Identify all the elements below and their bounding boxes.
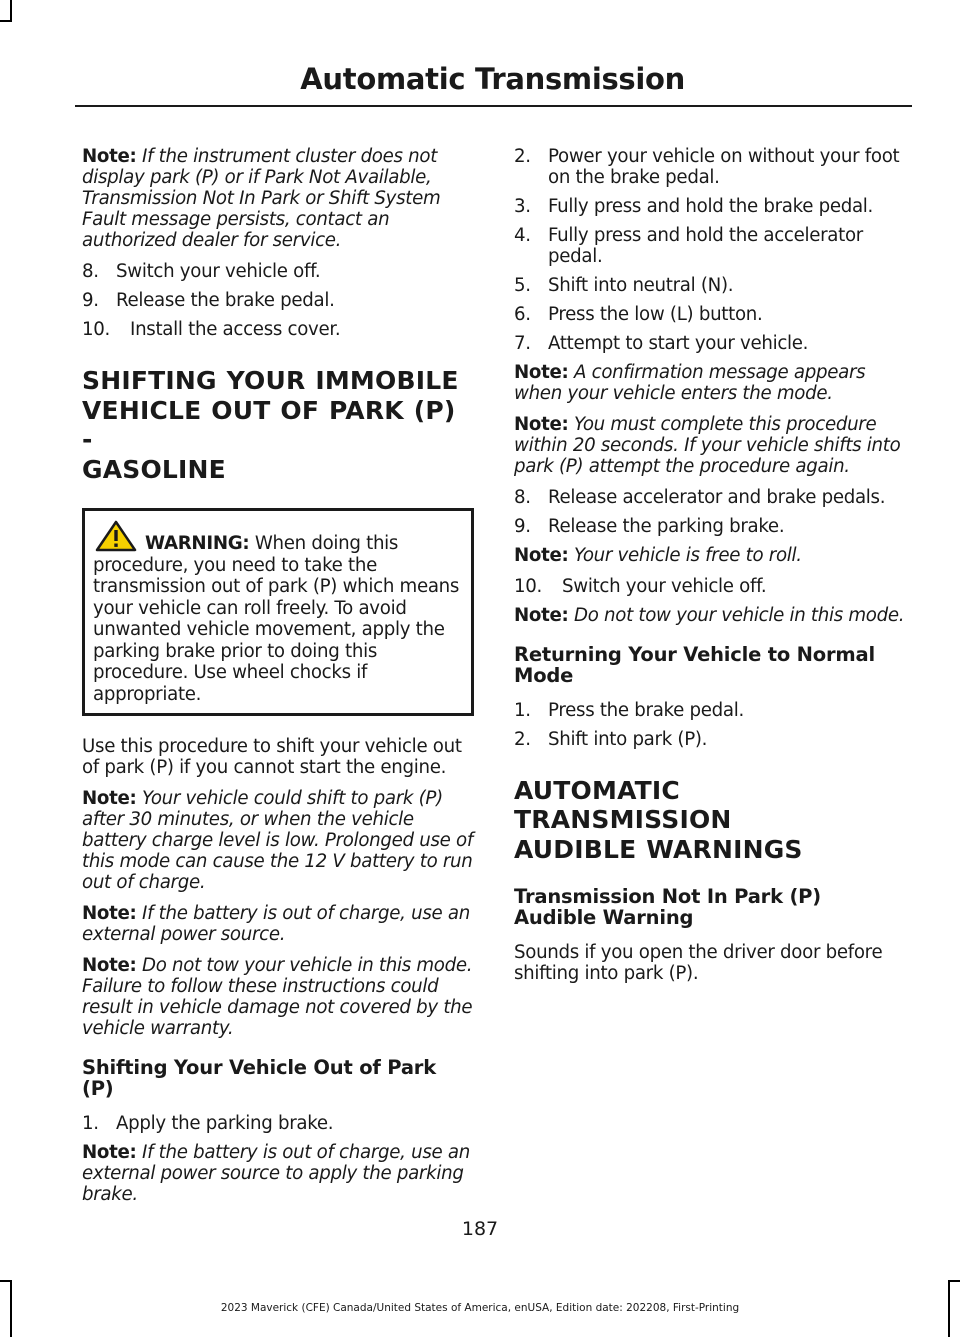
list-item bbox=[82, 261, 474, 282]
note-paragraph bbox=[82, 146, 474, 251]
list-number: 2. bbox=[514, 146, 531, 167]
list-item bbox=[514, 225, 906, 267]
note-label: Note: bbox=[514, 545, 569, 566]
list-item bbox=[514, 304, 906, 325]
list-item bbox=[514, 275, 906, 296]
heading-line: AUTOMATIC TRANSMISSION bbox=[514, 776, 732, 834]
list-item bbox=[514, 729, 906, 750]
list-number: 6. bbox=[514, 304, 531, 325]
list-text: Switch your vehicle off. bbox=[116, 261, 321, 282]
crop-mark bbox=[10, 0, 12, 22]
list-item bbox=[514, 146, 906, 188]
warning-triangle-icon bbox=[95, 520, 137, 552]
note-paragraph bbox=[82, 788, 474, 893]
note-paragraph bbox=[514, 414, 906, 477]
note-text: Your vehicle could shift to park (P) after 30 minutes, or when the vehicle battery charge level is low. Prolonged use of this mode can cause the 12 V battery to run out of charge. bbox=[82, 788, 473, 893]
list-text: Switch your vehicle off. bbox=[562, 576, 767, 597]
list-item bbox=[514, 700, 906, 721]
note-paragraph bbox=[514, 362, 906, 404]
note-text: Do not tow your vehicle in this mode. bbox=[574, 605, 905, 626]
list-number: 7. bbox=[514, 333, 531, 354]
note-label: Note: bbox=[82, 903, 137, 924]
list-text: Shift into neutral (N). bbox=[548, 275, 734, 296]
note-label: Note: bbox=[514, 414, 569, 435]
heading-line: SHIFTING YOUR IMMOBILE bbox=[82, 366, 459, 395]
section-heading bbox=[514, 776, 906, 864]
note-paragraph bbox=[82, 955, 474, 1039]
header-divider bbox=[75, 105, 912, 107]
list-number: 9. bbox=[514, 516, 531, 537]
crop-mark bbox=[0, 1280, 12, 1282]
page-number: 187 bbox=[461, 1218, 499, 1240]
note-paragraph bbox=[514, 605, 906, 626]
note-text: You must complete this procedure within 20 seconds. If your vehicle shifts into park (P) attempt the procedure again. bbox=[514, 414, 901, 477]
note-text: Do not tow your vehicle in this mode. Failure to follow these instructions could result in vehicle damage not covered by the vehicle warranty. bbox=[82, 955, 473, 1039]
list-text: Fully press and hold the accelerator pedal. bbox=[548, 225, 863, 267]
page-title: Automatic Transmission bbox=[300, 62, 685, 96]
warning-label: WARNING: bbox=[145, 533, 250, 554]
crop-mark bbox=[0, 20, 12, 22]
note-paragraph bbox=[82, 1142, 474, 1205]
list-text: Shift into park (P). bbox=[548, 729, 708, 750]
footer-text: 2023 Maverick (CFE) Canada/United States of America, enUSA, Edition date: 202208, First-Printing bbox=[220, 1302, 740, 1314]
list-text: Fully press and hold the brake pedal. bbox=[548, 196, 874, 217]
heading-line: VEHICLE OUT OF PARK (P) - bbox=[82, 396, 456, 454]
note-label: Note: bbox=[514, 605, 569, 626]
note-text: If the battery is out of charge, use an external power source. bbox=[82, 903, 470, 945]
list-text: Press the brake pedal. bbox=[548, 700, 744, 721]
note-label: Note: bbox=[82, 955, 137, 976]
list-item bbox=[514, 333, 906, 354]
note-paragraph bbox=[514, 545, 906, 566]
list-number: 1. bbox=[514, 700, 531, 721]
list-text: Press the low (L) button. bbox=[548, 304, 763, 325]
heading-line: AUDIBLE WARNINGS bbox=[514, 835, 803, 864]
list-text: Attempt to start your vehicle. bbox=[548, 333, 809, 354]
list-text: Release the brake pedal. bbox=[116, 290, 335, 311]
heading-line: GASOLINE bbox=[82, 455, 226, 484]
list-number: 3. bbox=[514, 196, 531, 217]
subsection-heading: Transmission Not In Park (P) Audible Warning bbox=[514, 885, 821, 929]
subsection-heading: Shifting Your Vehicle Out of Park (P) bbox=[82, 1056, 436, 1100]
right-column bbox=[514, 146, 906, 994]
list-number: 5. bbox=[514, 275, 531, 296]
list-item bbox=[514, 196, 906, 217]
note-text: Your vehicle is free to roll. bbox=[574, 545, 802, 566]
note-label: Note: bbox=[514, 362, 569, 383]
note-text: A confirmation message appears when your vehicle enters the mode. bbox=[514, 362, 866, 404]
note-text: If the battery is out of charge, use an external power source to apply the parking brake. bbox=[82, 1142, 470, 1205]
list-number: 9. bbox=[82, 290, 99, 311]
body-paragraph: Sounds if you open the driver door before shifting into park (P). bbox=[514, 942, 883, 984]
intro-paragraph: Use this procedure to shift your vehicle out of park (P) if you cannot start the engine. bbox=[82, 736, 462, 778]
warning-box bbox=[82, 508, 474, 716]
list-item bbox=[82, 290, 474, 311]
subsection-heading: Returning Your Vehicle to Normal Mode bbox=[514, 643, 875, 687]
left-column bbox=[82, 146, 474, 1215]
list-number: 8. bbox=[82, 261, 99, 282]
list-number: 1. bbox=[82, 1113, 99, 1134]
list-item bbox=[514, 516, 906, 537]
list-item bbox=[514, 487, 906, 508]
note-text: If the instrument cluster does not display park (P) or if Park Not Available, Transmission Not In Park or Shift System Fault message persists, contact an authorized dealer for service. bbox=[82, 146, 441, 251]
list-number: 8. bbox=[514, 487, 531, 508]
list-text: Install the access cover. bbox=[130, 319, 341, 340]
section-heading bbox=[82, 366, 474, 484]
note-paragraph bbox=[82, 903, 474, 945]
list-text: Release accelerator and brake pedals. bbox=[548, 487, 886, 508]
warning-text: When doing this procedure, you need to take the transmission out of park (P) which means your vehicle can roll freely. To avoid unwanted vehicle movement, apply the parking brake prior to doing this procedure. Use wheel chocks if appropriate. bbox=[93, 533, 460, 705]
list-text: Power your vehicle on without your foot on the brake pedal. bbox=[548, 146, 900, 188]
list-text: Release the parking brake. bbox=[548, 516, 785, 537]
list-text: Apply the parking brake. bbox=[116, 1113, 334, 1134]
list-number: 2. bbox=[514, 729, 531, 750]
list-item bbox=[82, 1113, 474, 1134]
list-number: 4. bbox=[514, 225, 531, 246]
list-item bbox=[514, 576, 906, 597]
note-label: Note: bbox=[82, 146, 137, 167]
note-label: Note: bbox=[82, 788, 137, 809]
list-number: 10. bbox=[82, 319, 111, 340]
crop-mark bbox=[948, 1280, 960, 1282]
list-item bbox=[82, 319, 474, 340]
note-label: Note: bbox=[82, 1142, 137, 1163]
list-number: 10. bbox=[514, 576, 543, 597]
